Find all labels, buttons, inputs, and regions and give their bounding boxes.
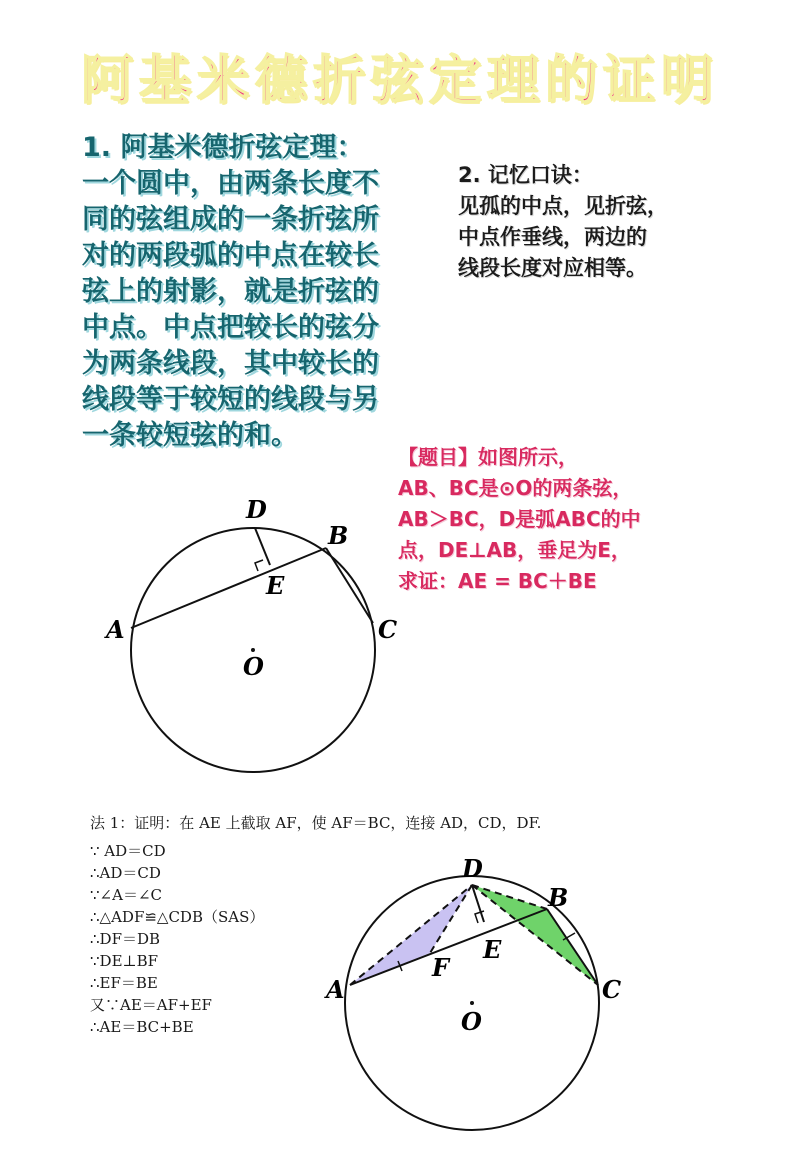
theorem-line: 对的两段弧的中点在较长	[82, 240, 379, 271]
label-A: A	[106, 615, 125, 644]
label-B-2: B	[548, 883, 569, 912]
proof-step: ∵ AD＝CD	[90, 842, 166, 860]
proof-step: ∴AD＝CD	[90, 864, 161, 882]
label-O: O	[243, 652, 264, 681]
page-title: 阿基米德折弦定理的证明	[80, 51, 719, 111]
label-C-2: C	[602, 975, 622, 1004]
proof-step: ∴DF＝DB	[90, 930, 161, 948]
label-B: B	[328, 521, 349, 550]
theorem-heading: 1. 阿基米德折弦定理：	[82, 132, 364, 163]
theorem-line: 中点。中点把较长的弦分	[82, 312, 379, 343]
proof-step: ∵∠A＝∠C	[90, 886, 162, 904]
theorem-line: 弦上的射影，就是折弦的	[82, 276, 379, 307]
label-F-2: F	[432, 953, 450, 982]
proof-intro: 法 1：证明：在 AE 上截取 AF，使 AF＝BC，连接 AD，CD，DF.	[90, 814, 542, 832]
mnemonic-heading: 2. 记忆口诀：	[458, 163, 593, 187]
label-E: E	[266, 571, 285, 600]
problem-line: 求证：AE = BC＋BE	[398, 569, 597, 593]
proof-step: ∴EF＝BE	[90, 974, 158, 992]
theorem-line: 同的弦组成的一条折弦所	[82, 204, 379, 235]
problem-line: AB、BC是⊙O的两条弦，	[398, 476, 633, 500]
theorem-line: 为两条线段，其中较长的	[82, 348, 379, 379]
theorem-line: 一个圆中，由两条长度不	[82, 168, 379, 199]
problem-line: 点，DE⊥AB，垂足为E，	[398, 538, 631, 562]
label-D: D	[246, 495, 267, 524]
proof-step: 又∵AE＝AF+EF	[90, 996, 212, 1014]
theorem-line: 线段等于较短的线段与另	[82, 384, 379, 415]
mnemonic-line: 见孤的中点，见折弦，	[458, 194, 668, 218]
mnemonic-line: 中点作垂线，两边的	[458, 225, 647, 249]
mnemonic-line: 线段长度对应相等。	[458, 256, 647, 280]
proof-step: ∵DE⊥BF	[90, 952, 159, 970]
label-O-2: O	[461, 1007, 482, 1036]
proof-step: ∴△ADF≌△CDB（SAS）	[90, 908, 265, 926]
label-A-2: A	[326, 975, 345, 1004]
proof-block	[90, 812, 690, 1038]
proof-step: ∴AE＝BC+BE	[90, 1018, 194, 1036]
label-E-2: E	[483, 935, 502, 964]
problem-line: AB＞BC，D是弧ABC的中	[398, 507, 641, 531]
label-C: C	[378, 615, 398, 644]
theorem-line: 一条较短弦的和。	[82, 420, 298, 451]
label-D-2: D	[462, 854, 483, 883]
problem-line: 【题目】如图所示，	[398, 445, 578, 469]
